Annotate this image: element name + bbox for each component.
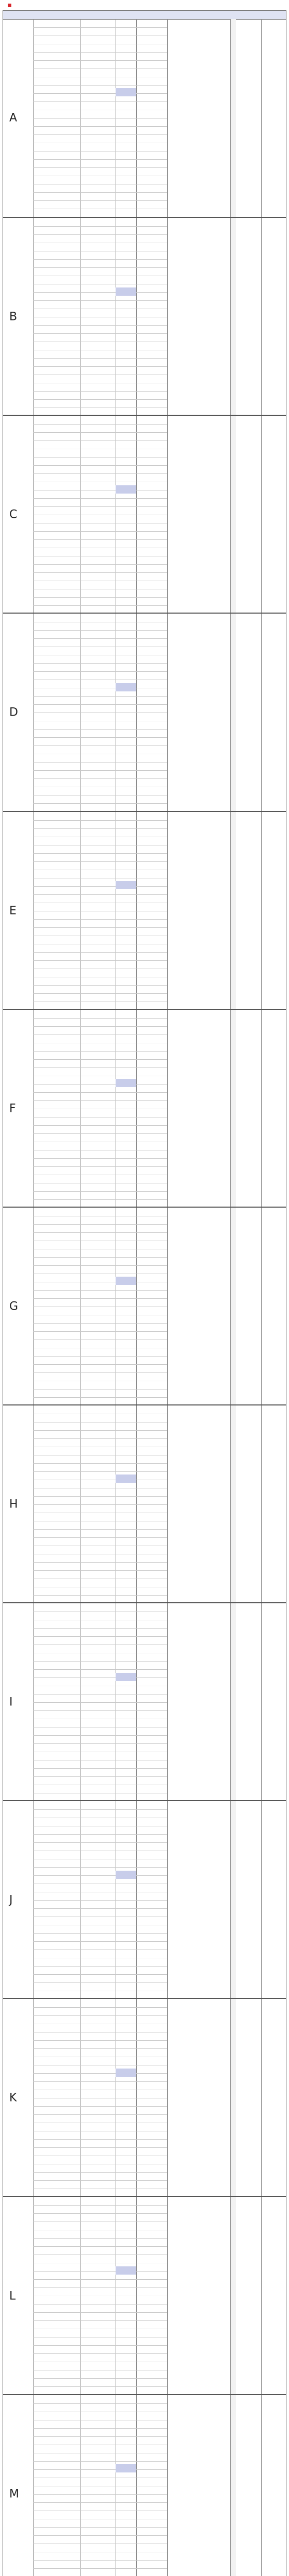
row-divider [33,1570,167,1571]
row-divider [33,737,167,738]
row-divider [33,704,167,705]
row-divider [33,1125,167,1126]
row-divider [33,1331,167,1332]
row-divider [33,2287,167,2288]
row-divider [33,1933,167,1934]
column-divider [167,2197,168,2394]
row-divider [33,1529,167,1530]
column-divider [167,1999,168,2196]
row-divider [33,1224,167,1225]
row-divider [33,2081,167,2082]
row-divider [33,1257,167,1258]
row-divider [33,2040,167,2041]
status-band [231,812,236,1009]
group-letter: J [9,1893,13,1907]
document-header [3,2,286,9]
letter-group [3,415,286,613]
row-divider [33,1191,167,1192]
row-divider [33,778,167,779]
row-divider [33,1809,167,1810]
column-divider [261,1010,262,1207]
row-divider [33,2386,167,2387]
letter-group [3,1800,286,1998]
row-divider [33,2180,167,2181]
group-letter: H [9,1498,18,1511]
row-divider [33,506,167,507]
row-divider [33,234,167,235]
column-divider [167,614,168,810]
row-divider [33,1867,167,1868]
row-divider [33,2147,167,2148]
letter-group [3,613,286,810]
group-letter: K [9,2091,17,2105]
group-letter: F [9,1102,16,1115]
row-divider [33,93,167,94]
row-divider [33,564,167,565]
column-divider [261,19,262,217]
row-divider [33,1636,167,1637]
column-divider [261,1603,262,1800]
group-container [3,19,286,2576]
status-band [231,218,236,415]
row-divider [33,861,167,862]
row-divider [33,159,167,160]
row-divider [33,167,167,168]
row-divider [33,729,167,730]
row-divider [33,2205,167,2206]
status-band [231,1603,236,1800]
column-divider [261,1801,262,1998]
row-divider [33,498,167,499]
column-divider [261,812,262,1009]
group-letter: D [9,706,18,719]
row-divider [33,770,167,771]
row-divider [33,2246,167,2247]
row-divider [33,531,167,532]
row-divider [33,663,167,664]
row-divider [33,1265,167,1266]
column-divider [261,614,262,810]
row-divider [33,2461,167,2462]
status-band [231,19,236,217]
row-divider [33,1628,167,1629]
row-divider [33,1430,167,1431]
letter-group [3,2394,286,2576]
row-divider [33,745,167,746]
column-divider [167,416,168,613]
row-divider [33,292,167,293]
group-letter: G [9,1300,19,1313]
red-square-icon [8,4,11,7]
row-divider [33,638,167,639]
row-divider [33,2378,167,2379]
row-divider [33,465,167,466]
row-divider [33,2320,167,2321]
highlight-cell [116,1079,136,1087]
row-divider [33,894,167,895]
row-divider [33,1982,167,1983]
row-divider [33,960,167,961]
row-divider [33,1974,167,1975]
row-divider [33,2312,167,2313]
row-divider [33,2527,167,2528]
row-divider [33,1051,167,1052]
row-divider [33,2073,167,2074]
row-divider [33,2106,167,2107]
letter-group [3,19,286,217]
column-divider [261,1208,262,1404]
row-divider [33,333,167,334]
row-divider [33,192,167,193]
row-divider [33,27,167,28]
row-divider [33,226,167,227]
status-band [231,2395,236,2576]
letter-group [3,2196,286,2394]
row-divider [33,1026,167,1027]
row-divider [33,134,167,135]
row-divider [33,1166,167,1167]
row-divider [33,1463,167,1464]
row-divider [33,1702,167,1703]
row-divider [33,2271,167,2272]
row-divider [33,52,167,53]
group-letter: M [9,2487,19,2501]
highlight-cell [116,2069,136,2077]
row-divider [33,2345,167,2346]
row-divider [33,1842,167,1843]
column-divider [261,2395,262,2576]
row-divider [33,399,167,400]
row-divider [33,2007,167,2008]
row-divider [33,2560,167,2561]
letter-group [3,217,286,415]
row-divider [33,1677,167,1678]
row-divider [33,1661,167,1662]
row-divider [33,1438,167,1439]
row-divider [33,2494,167,2495]
row-divider [33,1018,167,1019]
highlight-cell [116,1277,136,1285]
row-divider [33,2403,167,2404]
letter-group [3,811,286,1009]
row-divider [33,325,167,326]
row-divider [33,2238,167,2239]
row-divider [33,985,167,986]
row-divider [33,259,167,260]
column-divider [167,19,168,217]
row-divider [33,1298,167,1299]
row-divider [33,267,167,268]
row-divider [33,671,167,672]
group-letter: L [9,2290,16,2303]
status-band [231,1801,236,1998]
row-divider [33,1743,167,1744]
row-divider [33,1735,167,1736]
highlight-cell [116,287,136,296]
row-divider [33,60,167,61]
row-divider [33,1133,167,1134]
row-divider [33,2436,167,2437]
status-band [231,1208,236,1404]
status-band [231,1999,236,2196]
row-divider [33,927,167,928]
row-divider [33,1900,167,1901]
letter-group [3,1207,286,1404]
column-divider [261,2197,262,2394]
row-divider [33,1496,167,1497]
row-divider [33,2353,167,2354]
row-divider [33,101,167,102]
row-divider [33,440,167,441]
row-divider [33,2502,167,2503]
highlight-cell [116,88,136,96]
row-divider [33,1562,167,1563]
row-divider [33,886,167,887]
highlight-cell [116,2464,136,2472]
row-divider [33,1100,167,1101]
highlight-cell [116,881,136,889]
highlight-cell [116,1475,136,1483]
row-divider [33,993,167,994]
highlight-cell [116,683,136,691]
column-divider [261,416,262,613]
group-letter: A [9,111,18,125]
group-letter: C [9,508,18,521]
column-divider [167,1405,168,1602]
row-divider [33,1776,167,1777]
row-divider [33,1966,167,1967]
highlight-cell [116,1673,136,1681]
status-band [231,614,236,810]
row-divider [33,1356,167,1357]
row-divider [33,605,167,606]
row-divider [33,1092,167,1093]
row-divider [33,1364,167,1365]
row-divider [33,300,167,301]
row-divider [33,2172,167,2173]
status-band [231,1405,236,1602]
group-letter: I [9,1696,13,1709]
row-divider [33,2213,167,2214]
row-divider [33,1710,167,1711]
row-divider [33,803,167,804]
letter-group [3,1602,286,1800]
group-letter: E [9,904,17,918]
row-divider [33,853,167,854]
row-divider [33,828,167,829]
row-divider [33,1875,167,1876]
row-divider [33,630,167,631]
row-divider [33,1397,167,1398]
row-divider [33,2535,167,2536]
row-divider [33,200,167,201]
table-section-1 [3,10,286,2576]
column-divider [167,2395,168,2576]
row-divider [33,1504,167,1505]
row-divider [33,2428,167,2429]
row-divider [33,1595,167,1596]
row-divider [33,1768,167,1769]
column-header-row [3,11,286,20]
row-divider [33,1537,167,1538]
row-divider [33,919,167,920]
letter-group [3,1998,286,2196]
row-divider [33,1067,167,1068]
row-divider [33,820,167,821]
row-divider [33,1158,167,1159]
column-divider [261,1405,262,1602]
row-divider [33,85,167,86]
column-divider [167,812,168,1009]
row-divider [33,1372,167,1373]
row-divider [33,2139,167,2140]
row-divider [33,597,167,598]
column-divider [261,1999,262,2196]
status-band [231,1010,236,1207]
row-divider [33,2568,167,2569]
column-divider [167,1010,168,1207]
row-divider [33,2114,167,2115]
column-divider [167,1603,168,1800]
row-divider [33,696,167,697]
column-divider [261,218,262,415]
row-divider [33,432,167,433]
row-divider [33,424,167,425]
row-divider [33,391,167,392]
status-band [231,2197,236,2394]
row-divider [33,1471,167,1472]
row-divider [33,366,167,367]
row-divider [33,1199,167,1200]
column-divider [167,1801,168,1998]
row-divider [33,1323,167,1324]
highlight-cell [116,2266,136,2275]
row-divider [33,1290,167,1291]
column-divider [167,218,168,415]
row-divider [33,952,167,953]
row-divider [33,473,167,474]
column-divider [167,1208,168,1404]
row-divider [33,2048,167,2049]
row-divider [33,2279,167,2280]
row-divider [33,126,167,127]
row-divider [33,2015,167,2016]
row-divider [33,1669,167,1670]
row-divider [33,1908,167,1909]
row-divider [33,1941,167,1942]
highlight-cell [116,1871,136,1879]
row-divider [33,572,167,573]
row-divider [33,2469,167,2470]
status-band [231,416,236,613]
row-divider [33,1059,167,1060]
row-divider [33,539,167,540]
letter-group [3,1404,286,1602]
row-divider [33,1232,167,1233]
highlight-cell [116,485,136,494]
group-letter: B [9,310,18,324]
row-divider [33,1834,167,1835]
letter-group [3,1009,286,1207]
row-divider [33,358,167,359]
